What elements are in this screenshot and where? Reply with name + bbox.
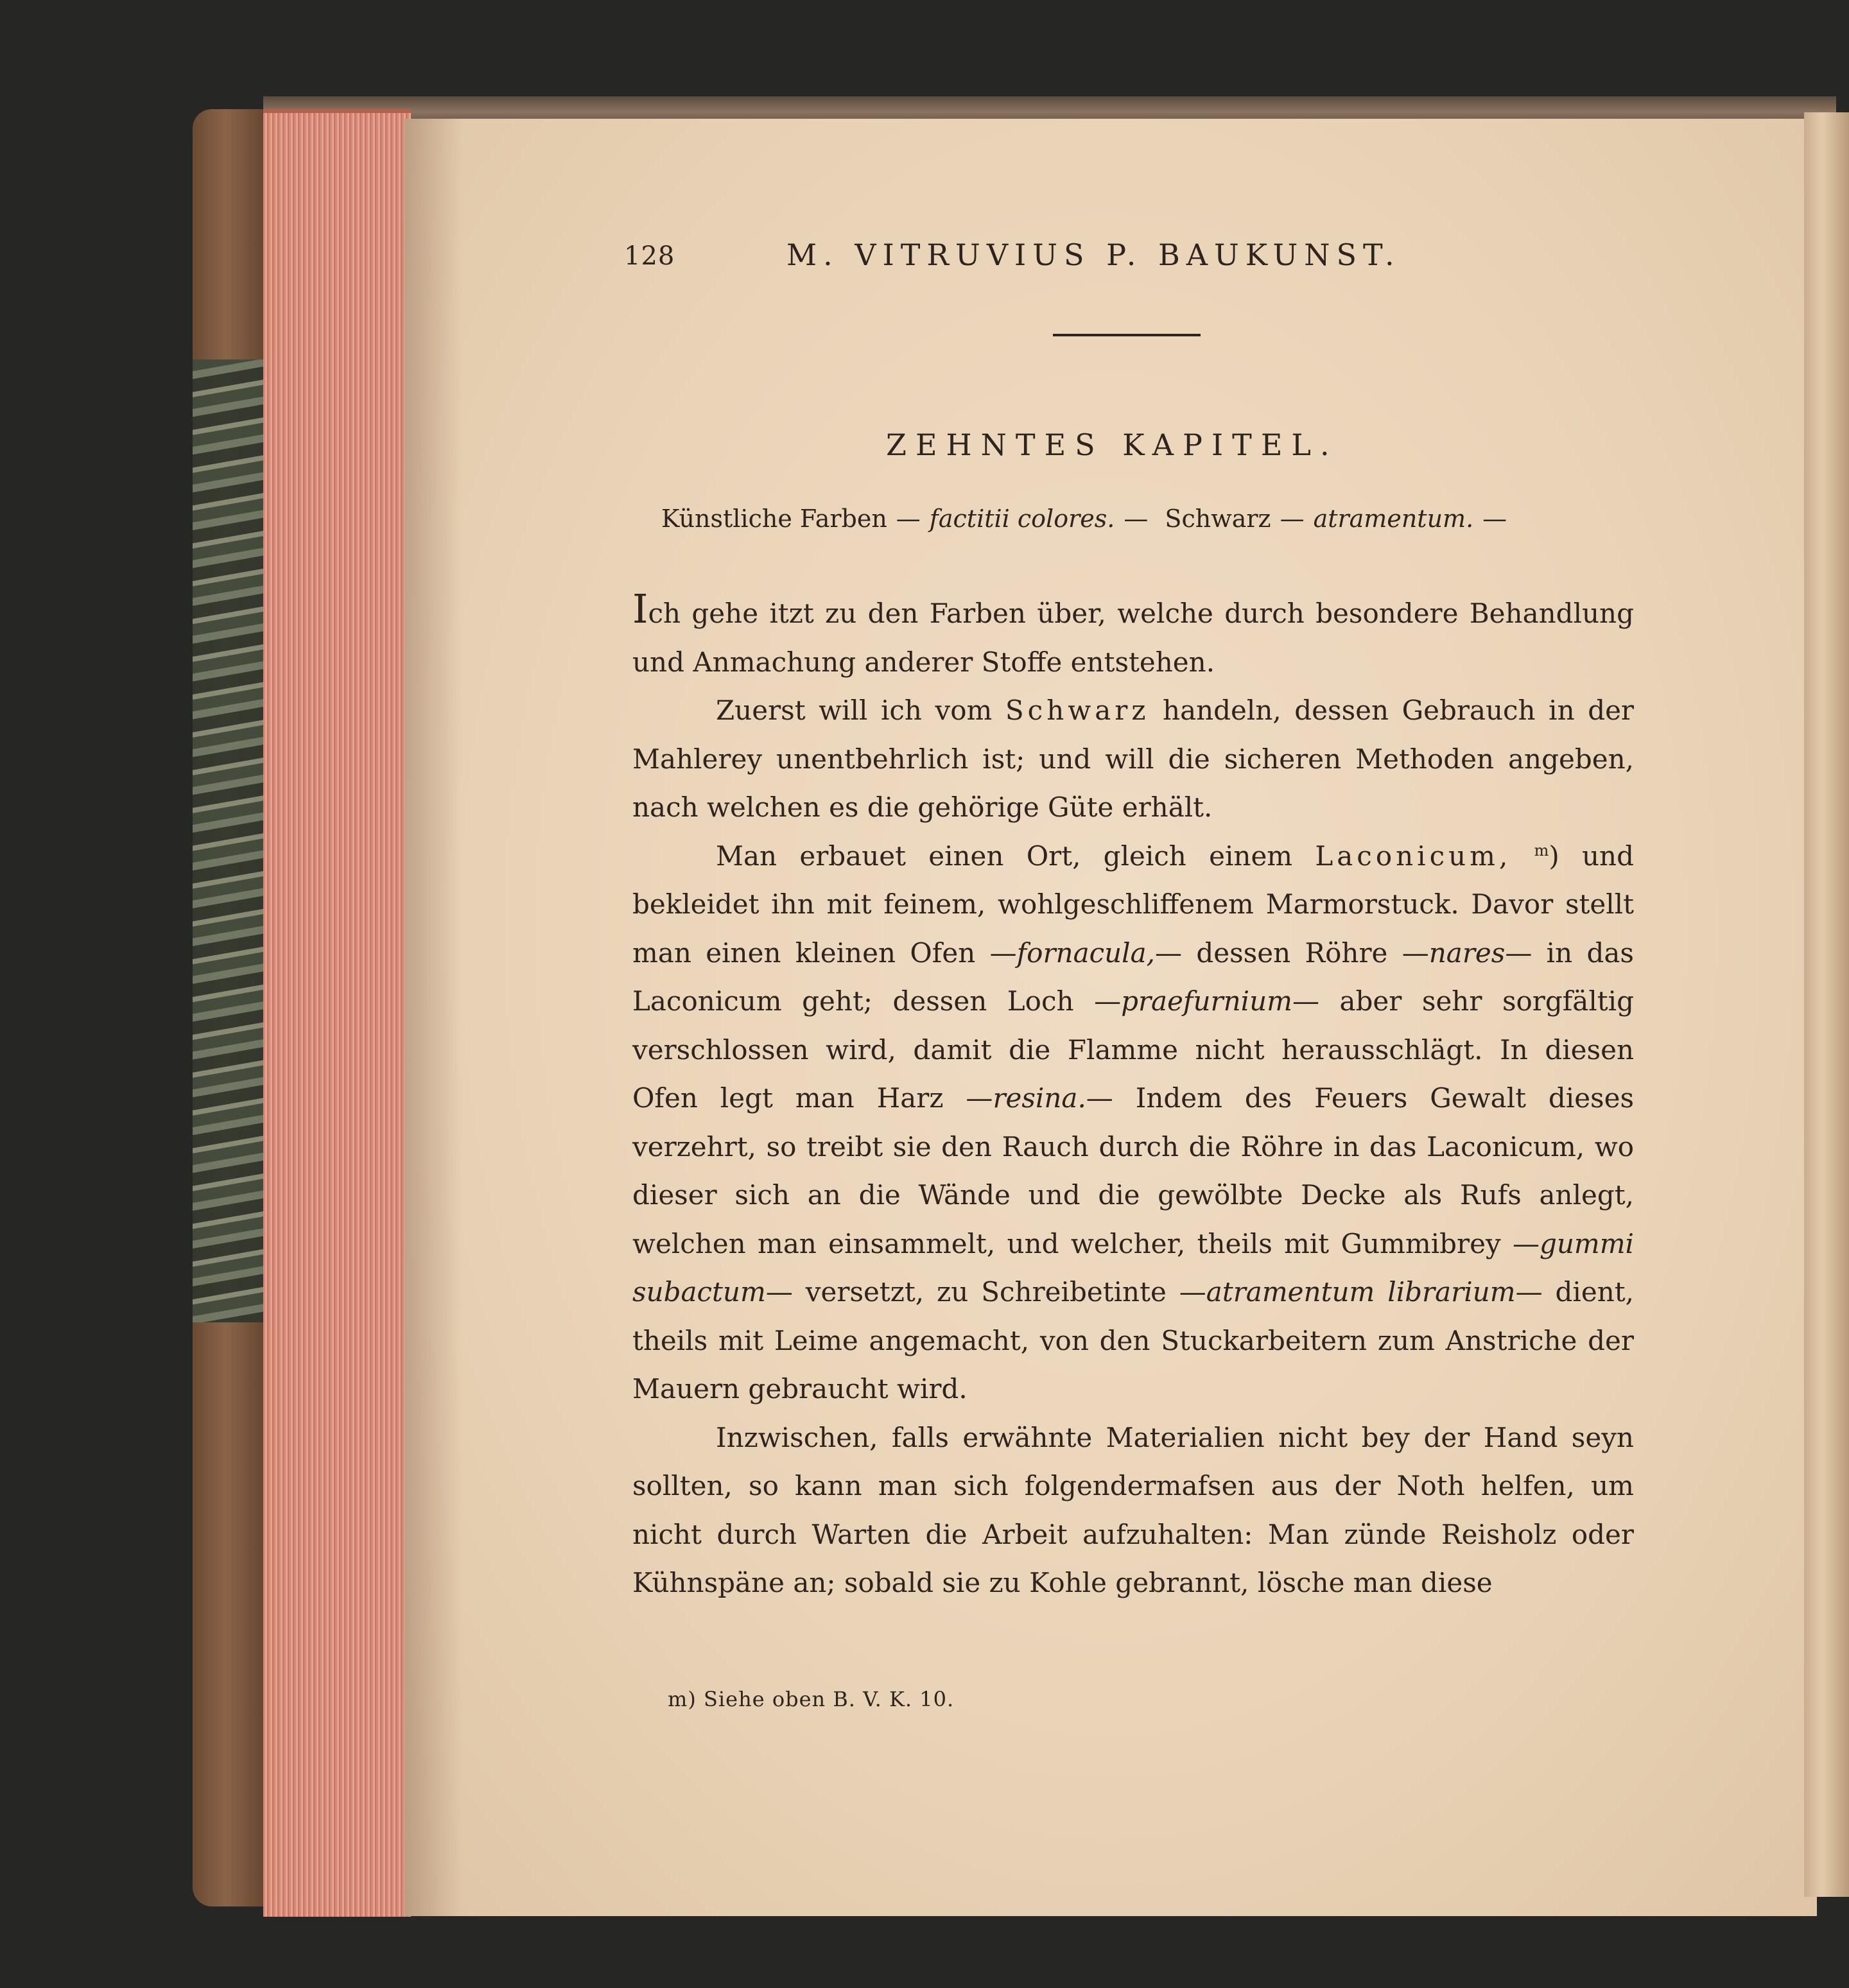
paragraph-3 (632, 832, 1634, 1413)
latin-term: praefurnium (1121, 985, 1292, 1017)
paragraph-text: — dient, theils mit Leime angemacht, von den Stuckarbeitern zum Anstriche der Mauern gebraucht wird. (632, 1276, 1635, 1405)
spaced-term: Laconicum, (1315, 840, 1512, 872)
latin-term: fornacula, (1016, 937, 1156, 969)
chapter-subtitle (661, 505, 1592, 533)
subtitle-latin1: factitii colores. (929, 505, 1115, 533)
subtitle-part1: Künstliche Farben (661, 505, 887, 533)
gutter-shadow (404, 119, 462, 1916)
spaced-term: Schwarz (1005, 695, 1150, 726)
running-head: M. VITRUVIUS P. BAUKUNST. (786, 238, 1401, 272)
chapter-title: ZEHNTES KAPITEL. (886, 428, 1339, 462)
paragraph-text: ) und bekleidet ihn mit feinem, wohlgeschliffenem Marmorstuck. Davor stellt man einen kleinen Ofen — (632, 840, 1634, 969)
latin-term: resina. (993, 1082, 1086, 1114)
paragraph-text: — Indem des Feuers Gewalt dieses verzehrt, so treibt sie den Rauch durch die Röhre in das Laconicum, wo dieser sich an die Wände und die gewölbte Decke als Rufs anlegt, welchen man einsammelt, und welcher, theils mit Gummibrey — (632, 1082, 1635, 1259)
footnote-ref: m (1534, 841, 1549, 860)
subtitle-dash: — (1280, 505, 1305, 533)
latin-term: atramentum librarium (1206, 1276, 1516, 1308)
paragraph-text: — aber sehr sorgfältig verschlossen wird, damit die Flamme nicht herausschlägt. In diesen Ofen legt man Harz — (632, 985, 1634, 1114)
paragraph-2 (632, 686, 1634, 832)
footnote: m) Siehe oben B. V. K. 10. (668, 1687, 955, 1711)
latin-term: gummi subactum (632, 1227, 1634, 1308)
body-text (632, 585, 1635, 1607)
drop-cap: I (632, 585, 648, 632)
header-rule (1053, 334, 1201, 336)
subtitle-latin2: atramentum. (1313, 505, 1474, 533)
subtitle-part2: Schwarz (1165, 505, 1271, 533)
subtitle-dash: — (896, 505, 921, 533)
page-edges (263, 109, 411, 1917)
facing-page-edge (1804, 112, 1849, 1897)
latin-term: nares (1428, 937, 1506, 969)
paragraph-text: — versetzt, zu Schreibetinte — (765, 1276, 1206, 1308)
marbled-cover (193, 359, 263, 1322)
paragraph-text: — dessen Röhre — (1155, 937, 1429, 969)
paragraph-text: ch gehe itzt zu den Farben über, welche durch besondere Behandlung und Anmachung anderer Stoffe entstehen. (632, 598, 1634, 678)
paragraph-text: Man erbauet einen Ort, gleich einem (716, 840, 1293, 872)
top-board (263, 96, 1836, 122)
subtitle-dash: — (1482, 505, 1507, 533)
page-number: 128 (624, 241, 675, 271)
paragraph-text: — in das Laconicum geht; dessen Loch — (632, 937, 1634, 1017)
paragraph-text: handeln, dessen Gebrauch in der Mahlerey unentbehrlich ist; und will die sicheren Methoden angeben, nach welchen es die gehörige Güte erhält. (632, 695, 1635, 823)
paragraph-4 (632, 1413, 1634, 1607)
paragraph-text: Zuerst will ich vom (716, 695, 993, 726)
paragraph-text: Inzwischen, falls erwähnte Materialien nicht bey der Hand seyn sollten, so kann man sich folgendermafsen aus der Noth helfen, um nicht durch Warten die Arbeit aufzuhalten: Man zünde Reisholz oder Kühnspäne an; sobald sie zu Kohle gebrannt, lösche man diese (632, 1421, 1634, 1598)
paragraph-1 (632, 585, 1634, 686)
subtitle-dash: — (1124, 505, 1149, 533)
